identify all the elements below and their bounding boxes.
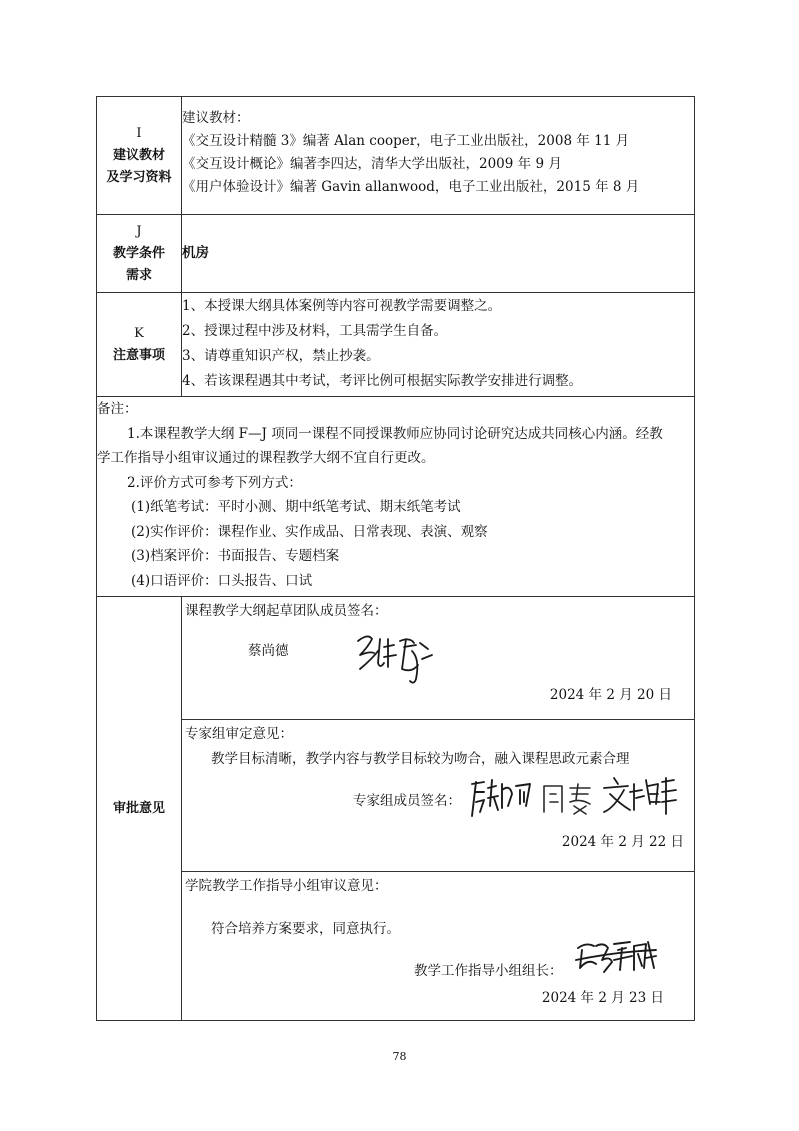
teaching-condition: 机房 — [182, 245, 209, 261]
remarks-row — [97, 397, 695, 597]
textbook-item: 《交互设计精髓 3》编著 Alan cooper，电子工业出版社，2008 年 11 月 — [182, 133, 630, 149]
section-i-content — [182, 97, 695, 215]
drafting-member-name: 蔡尚德 — [248, 643, 289, 659]
drafting-date: 2024 年 2 月 20 日 — [549, 687, 672, 703]
section-i-title-1: 建议教材 — [112, 147, 165, 163]
method-item: (1)纸笔考试：平时小测、期中纸笔考试、期末纸笔考试 — [131, 499, 461, 515]
college-opinion: 符合培养方案要求，同意执行。 — [211, 921, 400, 937]
syllabus-sheet — [96, 96, 694, 1021]
method-item: (3)档案评价：书面报告、专题档案 — [131, 548, 340, 564]
expert-date: 2024 年 2 月 22 日 — [561, 834, 684, 850]
section-k-label — [97, 293, 182, 397]
college-date: 2024 年 2 月 23 日 — [541, 990, 664, 1006]
drafting-title: 课程教学大纲起草团队成员签名： — [185, 603, 388, 619]
remarks-item-2: 2.评价方式可参考下列方式： — [127, 474, 302, 491]
approval-drafting-row — [97, 597, 695, 720]
expert-sign-label: 专家组成员签名： — [353, 793, 461, 809]
section-j-row — [97, 215, 695, 293]
remarks-item-1b: 学工作指导小组审议通过的课程教学大纲不宜自行更改。 — [97, 450, 435, 466]
section-k-title: 注意事项 — [112, 347, 165, 363]
remarks-content — [97, 397, 695, 597]
section-k-content — [182, 293, 695, 397]
section-j-letter: J — [136, 223, 142, 239]
textbook-heading: 建议教材： — [182, 110, 250, 126]
expert-signature-1-image — [468, 776, 536, 820]
syllabus-table — [96, 96, 695, 1021]
approval-expert-row — [97, 720, 695, 872]
college-signature-image — [574, 938, 658, 978]
note-item: 4、若该课程遇其中考试，考评比例可根据实际教学安排进行调整。 — [182, 373, 583, 389]
approval-title: 审批意见 — [112, 800, 165, 816]
section-j-title-1: 教学条件 — [112, 245, 165, 261]
drafting-signature-image — [354, 629, 434, 689]
section-k-row — [97, 293, 695, 397]
section-i-label — [97, 97, 182, 215]
drafting-cell — [182, 597, 695, 720]
section-j-label — [97, 215, 182, 293]
expert-title: 专家组审定意见： — [185, 726, 293, 742]
method-item: (4)口语评价：口头报告、口试 — [131, 572, 313, 589]
section-i-row — [97, 97, 695, 215]
section-i-letter: I — [136, 125, 142, 141]
method-item: (2)实作评价：课程作业、实作成品、日常表现、表演、观察 — [131, 523, 488, 540]
section-i-title-2: 及学习资料 — [106, 169, 172, 185]
college-cell — [182, 872, 695, 1021]
section-k-letter: K — [134, 325, 144, 341]
note-item: 1、本授课大纲具体案例等内容可视教学需要调整之。 — [182, 298, 502, 314]
expert-cell — [182, 720, 695, 872]
expert-signature-2-image — [540, 780, 596, 818]
college-title: 学院教学工作指导小组审议意见： — [185, 878, 388, 894]
remarks-item-1a: 1.本课程教学大纲 F—J 项同一课程不同授课教师应协同讨论研究达成共同核心内涵。经教 — [127, 425, 663, 442]
expert-opinion: 教学目标清晰，教学内容与教学目标较为吻合，融入课程思政元素合理 — [211, 751, 630, 767]
page-number: 78 — [392, 1050, 407, 1063]
note-item: 2、授课过程中涉及材料，工具需学生自备。 — [182, 323, 448, 339]
section-j-title-2: 需求 — [125, 267, 152, 283]
approval-label — [97, 597, 182, 1021]
remarks-heading: 备注： — [97, 401, 138, 417]
textbook-item: 《用户体验设计》编著 Gavin allanwood，电子工业出版社，2015 年 8 月 — [182, 179, 640, 195]
textbook-item: 《交互设计概论》编著李四达，清华大学出版社，2009 年 9 月 — [182, 156, 562, 172]
section-j-content — [182, 215, 695, 293]
expert-signature-3-image — [600, 774, 678, 820]
college-sign-label: 教学工作指导小组组长： — [414, 963, 563, 979]
approval-college-row — [97, 872, 695, 1021]
note-item: 3、请尊重知识产权，禁止抄袭。 — [182, 348, 380, 364]
